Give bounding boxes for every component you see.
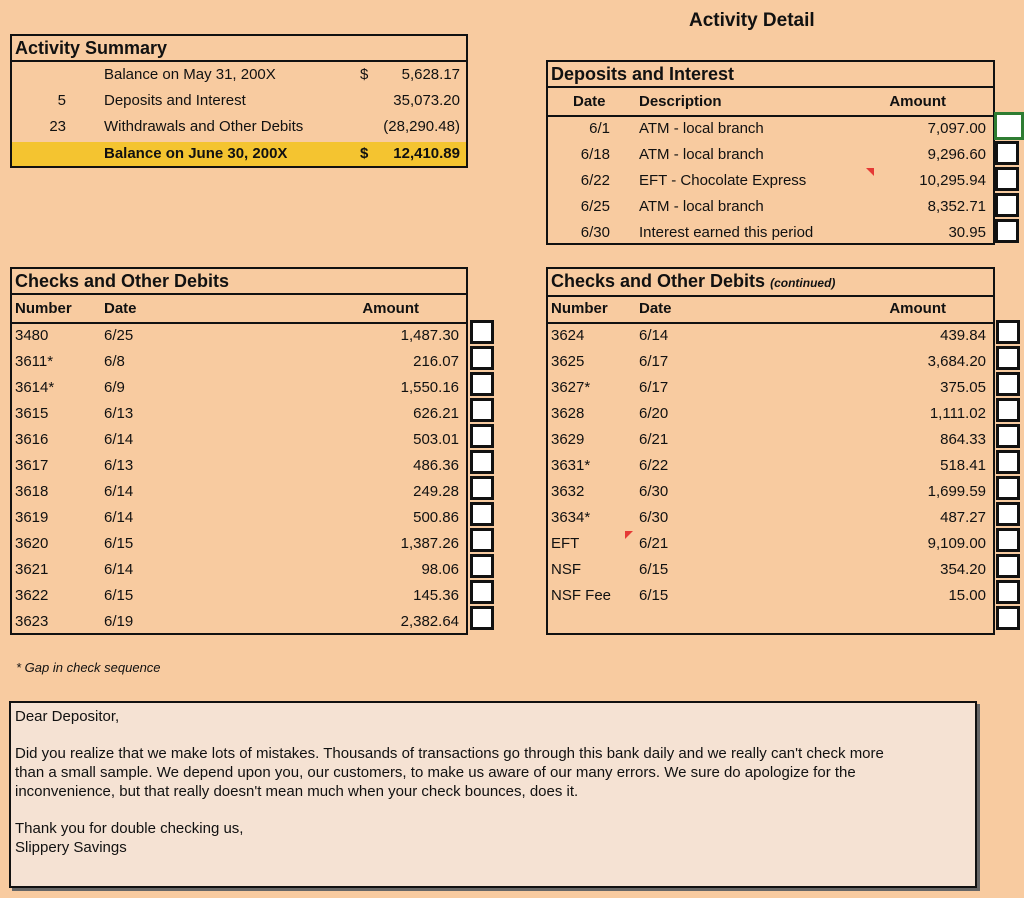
summary-total-row[interactable]: [12, 142, 466, 166]
deposit-reconcile-checkbox[interactable]: [995, 219, 1019, 243]
deposit-date: 6/30: [580, 224, 610, 241]
check-amount: 145.36: [413, 587, 459, 604]
check-number: 3629: [551, 431, 585, 448]
check-number: 3631*: [551, 457, 591, 474]
summary-row[interactable]: [12, 62, 466, 88]
check-row[interactable]: [548, 401, 993, 427]
check-amount: 3,684.20: [927, 353, 986, 370]
deposits-title: Deposits and Interest: [548, 62, 993, 88]
check-row[interactable]: [12, 505, 466, 531]
check-number: 3624: [551, 327, 585, 344]
summary-row-count: 5: [57, 92, 66, 109]
checks-right-header-number: Number: [551, 300, 608, 317]
check-reconcile-checkbox[interactable]: [996, 372, 1020, 396]
check-date: 6/13: [104, 457, 134, 474]
check-amount: 2,382.64: [400, 613, 459, 630]
check-amount: 354.20: [940, 561, 986, 578]
letter-body-line: inconvenience, but that really doesn't mean much when your check bounces, does it.: [15, 783, 579, 800]
summary-total-currency: $: [360, 145, 369, 162]
check-number: 3620: [15, 535, 49, 552]
check-row[interactable]: [12, 349, 466, 375]
deposit-row[interactable]: [548, 142, 993, 168]
summary-total-amount: 12,410.89: [393, 145, 460, 162]
check-number: 3634*: [551, 509, 591, 526]
check-row[interactable]: [548, 583, 993, 609]
checks-right-title-line: [548, 269, 993, 297]
check-row[interactable]: [548, 505, 993, 531]
check-number: 3625: [551, 353, 585, 370]
deposit-description: ATM - local branch: [639, 120, 764, 137]
deposit-date: 6/18: [580, 146, 610, 163]
check-amount: 1,111.02: [929, 405, 986, 422]
check-reconcile-checkbox[interactable]: [470, 528, 494, 552]
checks-left-header-amount: Amount: [362, 300, 419, 317]
deposit-amount: 30.95: [948, 224, 986, 241]
checks-left-title: Checks and Other Debits: [12, 269, 466, 295]
check-amount: 375.05: [940, 379, 986, 396]
check-amount: 439.84: [940, 327, 986, 344]
check-row[interactable]: [548, 557, 993, 583]
summary-row-amount: (28,290.48): [383, 118, 460, 135]
check-number: NSF Fee: [551, 587, 612, 604]
deposits-header-amount: Amount: [889, 93, 946, 110]
page-title: Activity Detail: [689, 10, 815, 31]
check-date: 6/21: [639, 535, 669, 552]
check-number: 3614*: [15, 379, 55, 396]
check-number: 3615: [15, 405, 49, 422]
deposit-description: EFT - Chocolate Express: [639, 172, 807, 189]
check-row[interactable]: [12, 427, 466, 453]
letter-box: [9, 701, 977, 888]
summary-row-amount: 5,628.17: [401, 66, 460, 83]
check-date: 6/14: [104, 561, 134, 578]
deposits-box: [546, 60, 995, 245]
check-reconcile-checkbox[interactable]: [996, 606, 1020, 630]
check-row[interactable]: [548, 427, 993, 453]
deposit-reconcile-checkbox[interactable]: [995, 167, 1019, 191]
check-reconcile-checkbox[interactable]: [470, 346, 494, 370]
check-date: 6/15: [104, 587, 134, 604]
check-reconcile-checkbox[interactable]: [470, 450, 494, 474]
check-row[interactable]: [12, 583, 466, 609]
check-date: 6/9: [104, 379, 125, 396]
deposits-header-description: Description: [639, 93, 722, 110]
deposit-date: 6/25: [580, 198, 610, 215]
deposit-date: 6/1: [589, 120, 610, 137]
check-number: 3627*: [551, 379, 591, 396]
check-reconcile-checkbox[interactable]: [996, 502, 1020, 526]
checks-left-box: [10, 267, 468, 635]
check-amount: 1,387.26: [400, 535, 459, 552]
check-date: 6/25: [104, 327, 134, 344]
summary-row-label: Deposits and Interest: [104, 92, 246, 109]
selected-cell-outline[interactable]: [994, 112, 1024, 140]
deposit-amount: 9,296.60: [927, 146, 986, 163]
check-row[interactable]: [12, 401, 466, 427]
check-reconcile-checkbox[interactable]: [470, 502, 494, 526]
comment-marker-icon[interactable]: [625, 531, 633, 539]
check-row[interactable]: [548, 375, 993, 401]
check-amount: 98.06: [421, 561, 459, 578]
check-number: 3480: [15, 327, 49, 344]
activity-summary-title: Activity Summary: [12, 36, 466, 62]
check-number: 3611*: [15, 353, 54, 370]
check-row[interactable]: [548, 479, 993, 505]
check-number: 3619: [15, 509, 49, 526]
check-row[interactable]: [12, 375, 466, 401]
check-reconcile-checkbox[interactable]: [996, 476, 1020, 500]
check-reconcile-checkbox[interactable]: [996, 424, 1020, 448]
check-amount: 487.27: [940, 509, 986, 526]
check-date: 6/15: [639, 561, 669, 578]
deposits-header-date: Date: [573, 93, 606, 110]
check-date: 6/17: [639, 353, 669, 370]
check-number: 3616: [15, 431, 49, 448]
check-reconcile-checkbox[interactable]: [470, 398, 494, 422]
check-row[interactable]: [12, 609, 466, 635]
check-reconcile-checkbox[interactable]: [996, 580, 1020, 604]
check-reconcile-checkbox[interactable]: [996, 528, 1020, 552]
check-amount: 626.21: [413, 405, 459, 422]
comment-marker-icon[interactable]: [866, 168, 874, 176]
check-row[interactable]: [548, 323, 993, 349]
check-number: 3623: [15, 613, 49, 630]
deposit-row[interactable]: [548, 168, 993, 194]
check-date: 6/14: [639, 327, 669, 344]
check-date: 6/30: [639, 509, 669, 526]
deposit-row[interactable]: [548, 116, 993, 142]
check-row[interactable]: [548, 349, 993, 375]
checks-left-header-row: [12, 296, 466, 322]
deposit-reconcile-checkbox[interactable]: [995, 141, 1019, 165]
check-row[interactable]: [12, 479, 466, 505]
deposit-reconcile-checkbox[interactable]: [995, 193, 1019, 217]
check-date: 6/19: [104, 613, 134, 630]
check-date: 6/14: [104, 431, 134, 448]
check-amount: 864.33: [940, 431, 986, 448]
check-reconcile-checkbox[interactable]: [470, 372, 494, 396]
check-amount: 15.00: [948, 587, 986, 604]
deposit-amount: 8,352.71: [927, 198, 986, 215]
check-row[interactable]: [548, 453, 993, 479]
check-amount: 9,109.00: [927, 535, 986, 552]
check-date: 6/15: [639, 587, 669, 604]
deposit-description: Interest earned this period: [639, 224, 814, 241]
checks-right-box: [546, 267, 995, 635]
deposit-amount: 10,295.94: [919, 172, 986, 189]
check-number: 3628: [551, 405, 585, 422]
check-amount: 1,550.16: [400, 379, 459, 396]
check-number: 3632: [551, 483, 585, 500]
check-row[interactable]: [12, 453, 466, 479]
check-amount: 216.07: [413, 353, 459, 370]
check-row[interactable]: [12, 323, 466, 349]
letter-greeting: Dear Depositor,: [15, 708, 120, 725]
summary-row[interactable]: [12, 88, 466, 114]
check-date: 6/14: [104, 509, 134, 526]
summary-row-count: 23: [49, 118, 66, 135]
check-reconcile-checkbox[interactable]: [996, 320, 1020, 344]
check-row[interactable]: [12, 557, 466, 583]
check-reconcile-checkbox[interactable]: [470, 554, 494, 578]
letter-body-line: Did you realize that we make lots of mistakes. Thousands of transactions go through this bank daily and we really can't check more: [15, 745, 884, 762]
check-date: 6/17: [639, 379, 669, 396]
check-reconcile-checkbox[interactable]: [470, 476, 494, 500]
check-reconcile-checkbox[interactable]: [470, 580, 494, 604]
check-date: 6/14: [104, 483, 134, 500]
check-row[interactable]: [12, 531, 466, 557]
deposit-row[interactable]: [548, 194, 993, 220]
letter-closing: Thank you for double checking us,: [15, 820, 244, 837]
check-date: 6/13: [104, 405, 134, 422]
check-amount: 503.01: [413, 431, 459, 448]
check-reconcile-checkbox[interactable]: [996, 346, 1020, 370]
checks-right-header-date: Date: [639, 300, 672, 317]
checks-right-title: Checks and Other Debits: [551, 271, 766, 291]
deposit-amount: 7,097.00: [927, 120, 986, 137]
check-date: 6/30: [639, 483, 669, 500]
summary-row[interactable]: [12, 114, 466, 140]
activity-summary-box: [10, 34, 468, 168]
summary-row-label: Balance on May 31, 200X: [104, 66, 276, 83]
check-date: 6/15: [104, 535, 134, 552]
deposit-description: ATM - local branch: [639, 198, 764, 215]
check-amount: 500.86: [413, 509, 459, 526]
check-reconcile-checkbox[interactable]: [470, 424, 494, 448]
summary-row-label: Withdrawals and Other Debits: [104, 118, 304, 135]
check-reconcile-checkbox[interactable]: [470, 320, 494, 344]
check-row[interactable]: [548, 531, 993, 557]
summary-row-currency: $: [360, 66, 369, 83]
checks-right-title-suffix: (continued): [770, 276, 836, 290]
checks-right-header-amount: Amount: [889, 300, 946, 317]
check-reconcile-checkbox[interactable]: [470, 606, 494, 630]
check-reconcile-checkbox[interactable]: [996, 450, 1020, 474]
deposit-row[interactable]: [548, 220, 993, 246]
check-date: 6/20: [639, 405, 669, 422]
summary-total-label: Balance on June 30, 200X: [104, 145, 288, 162]
deposits-header-row: [548, 89, 993, 115]
check-amount: 249.28: [413, 483, 459, 500]
check-date: 6/8: [104, 353, 125, 370]
deposit-description: ATM - local branch: [639, 146, 764, 163]
check-number: 3622: [15, 587, 49, 604]
checks-left-header-date: Date: [104, 300, 137, 317]
letter-signature: Slippery Savings: [15, 839, 127, 856]
check-number: 3617: [15, 457, 49, 474]
check-reconcile-checkbox[interactable]: [996, 554, 1020, 578]
check-number: 3618: [15, 483, 49, 500]
deposit-date: 6/22: [580, 172, 610, 189]
check-number: NSF: [551, 561, 581, 578]
letter-body-line: than a small sample. We depend upon you, our customers, to make us aware of our many errors. We sure do apologize for the: [15, 764, 856, 781]
check-date: 6/22: [639, 457, 669, 474]
footnote: * Gap in check sequence: [16, 660, 161, 675]
check-amount: 1,699.59: [927, 483, 986, 500]
check-amount: 1,487.30: [400, 327, 459, 344]
check-number: 3621: [15, 561, 49, 578]
check-date: 6/21: [639, 431, 669, 448]
summary-row-amount: 35,073.20: [393, 92, 460, 109]
check-reconcile-checkbox[interactable]: [996, 398, 1020, 422]
check-amount: 486.36: [413, 457, 459, 474]
check-amount: 518.41: [940, 457, 986, 474]
check-number: EFT: [551, 535, 580, 552]
checks-left-header-number: Number: [15, 300, 72, 317]
checks-right-header-row: [548, 296, 993, 322]
